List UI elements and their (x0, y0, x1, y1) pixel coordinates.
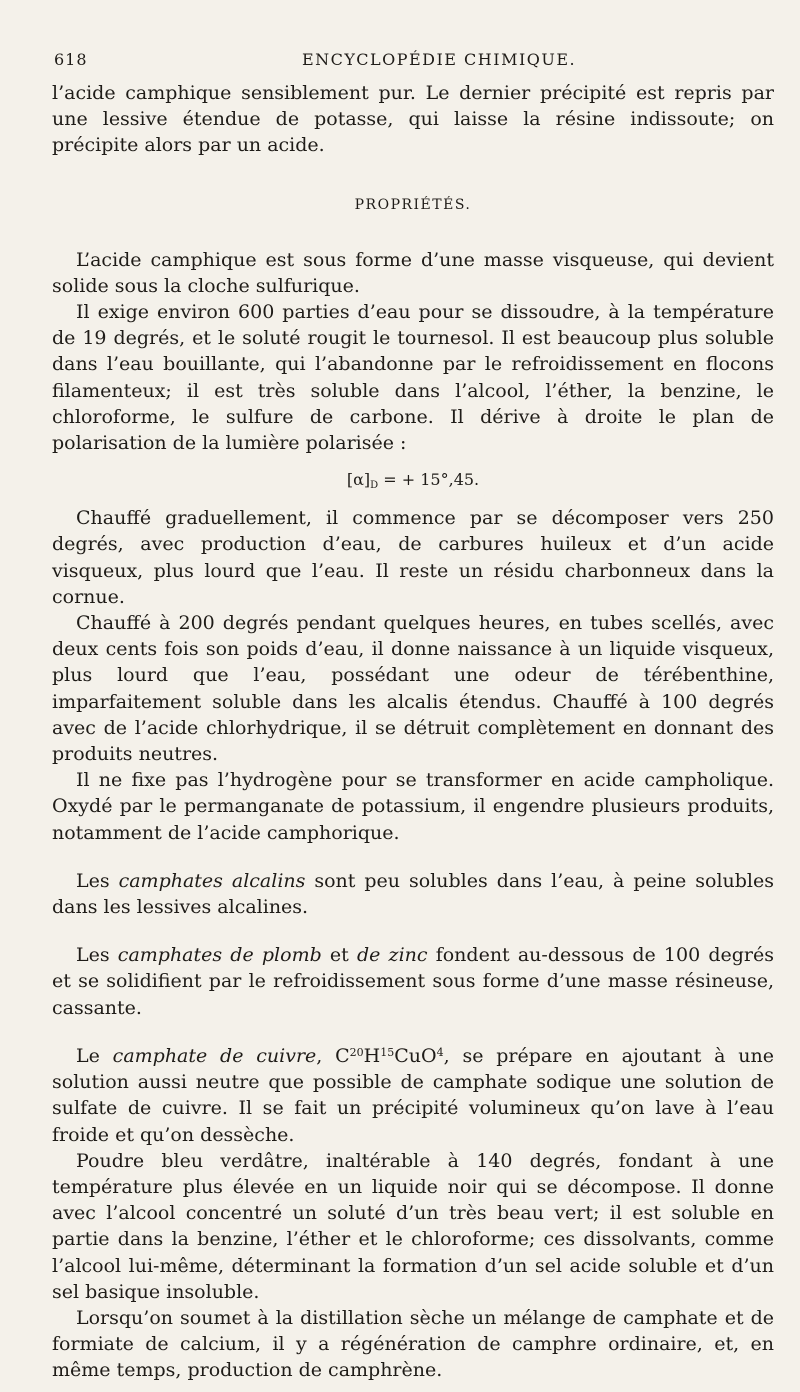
paragraph-props-2: Il exige environ 600 parties d’eau pour se dissoudre, à la température de 19 degrés, et le soluté rougit le tournesol. Il est beaucoup plus soluble dans l’eau bouillante, qui l’abandonne par le refroidissement en flocons filamenteux; il est très soluble dans l’alcool, l’éther, la benzine, le chloroforme, le sulfure de carbone. Il dérive à droite le plan de polarisation de la lumière polarisée : (52, 301, 774, 455)
text-run: , se prépare en ajoutant à une solution aussi neutre que possible de camphate sodique une solution de sulfate de cuivre. Il se fait un précipité volumineux qu’on lave à l’eau froide et qu’on dessèche. (52, 1044, 774, 1146)
paragraph-alkaline (52, 868, 774, 920)
formula-lhs: [α] (346, 470, 371, 490)
italic-term: camphates de plomb (117, 944, 322, 967)
paragraph-props-1: L’acide camphique est sous forme d’une masse visqueuse, qui devient solide sous la cloche sulfurique. (52, 248, 774, 297)
formula-sub: D (370, 480, 379, 492)
paragraph-copper-3: Lorsqu’on soumet à la distillation sèche un mélange de camphate et de formiate de calcium, il y a régénération de camphre ordinaire, et, en même temps, production de camphrène. (52, 1306, 774, 1382)
text-run: Les (76, 944, 118, 967)
paragraph-lead-zinc (52, 942, 774, 1021)
paragraph-heat-2: Chauffé à 200 degrés pendant quelques heures, en tubes scellés, avec deux cents fois son poids d’eau, il donne naissance à un liquide visqueux, plus lourd que l’eau, possédant une odeur de térébenthine, imparfaitement soluble dans les alcalis étendus. Chauffé à 100 degrés avec de l’acide chlorhydrique, il se détruit complètement en donnant des produits neutres. (52, 612, 774, 766)
running-title: ENCYCLOPÉDIE CHIMIQUE. (302, 50, 577, 69)
text-run: Le (76, 1044, 113, 1067)
paragraph-heat-1: Chauffé graduellement, il commence par se décomposer vers 250 degrés, avec production d’eau, de carbures huileux et d’un acide visqueux, plus lourd que l’eau. Il reste un résidu charbonneux dans la cornue. (52, 507, 774, 608)
page-number: 618 (54, 50, 88, 69)
paragraph-copper (52, 1043, 774, 1148)
italic-term: camphate de cuivre (112, 1044, 317, 1067)
formula-rhs: = + 15°,45. (378, 470, 480, 490)
formula-sup: 20 (349, 1045, 364, 1059)
text-run: , (316, 1044, 336, 1067)
page-header (52, 44, 774, 80)
formula-sup: 15 (380, 1045, 395, 1059)
text-run: et (321, 944, 357, 967)
formula-part: CuO (394, 1044, 437, 1067)
italic-term: camphates alcalins (118, 869, 306, 892)
text-run: fondent au-dessous de 100 degrés et se solidifient par le refroidissement sous forme d’une masse résineuse, cassante. (52, 944, 775, 1019)
text-run: sont peu solubles dans l’eau, à peine solubles dans les lessives alcalines. (52, 869, 774, 919)
paragraph-hydro: Il ne fixe pas l’hydrogène pour se transformer en acide campholique. Oxydé par le permanganate de potassium, il engendre plusieurs produits, notamment de l’acide camphorique. (52, 769, 774, 844)
formula-sup: 4 (436, 1045, 444, 1059)
paragraph-intro: l’acide camphique sensiblement pur. Le dernier précipité est repris par une lessive étendue de potasse, qui laisse la résine indissoute; on précipite alors par un acide. (52, 82, 774, 157)
formula-part: H (363, 1044, 381, 1067)
formula-part: C (335, 1044, 350, 1067)
section-title: PROPRIÉTÉS. (354, 196, 472, 213)
italic-term: de zinc (356, 944, 428, 967)
rotation-formula (52, 470, 774, 492)
text-run: Les (76, 869, 119, 892)
paragraph-copper-2: Poudre bleu verdâtre, inaltérable à 140 degrés, fondant à une température plus élevée en un liquide noir qui se décompose. Il donne avec l’alcool concentré un soluté d’un très beau vert; il est soluble en partie dans la benzine, l’éther et le chloroforme; ces dissolvants, comme l’alcool lui-même, déterminant la formation d’un sel acide soluble et d’un sel basique insoluble. (52, 1149, 774, 1303)
